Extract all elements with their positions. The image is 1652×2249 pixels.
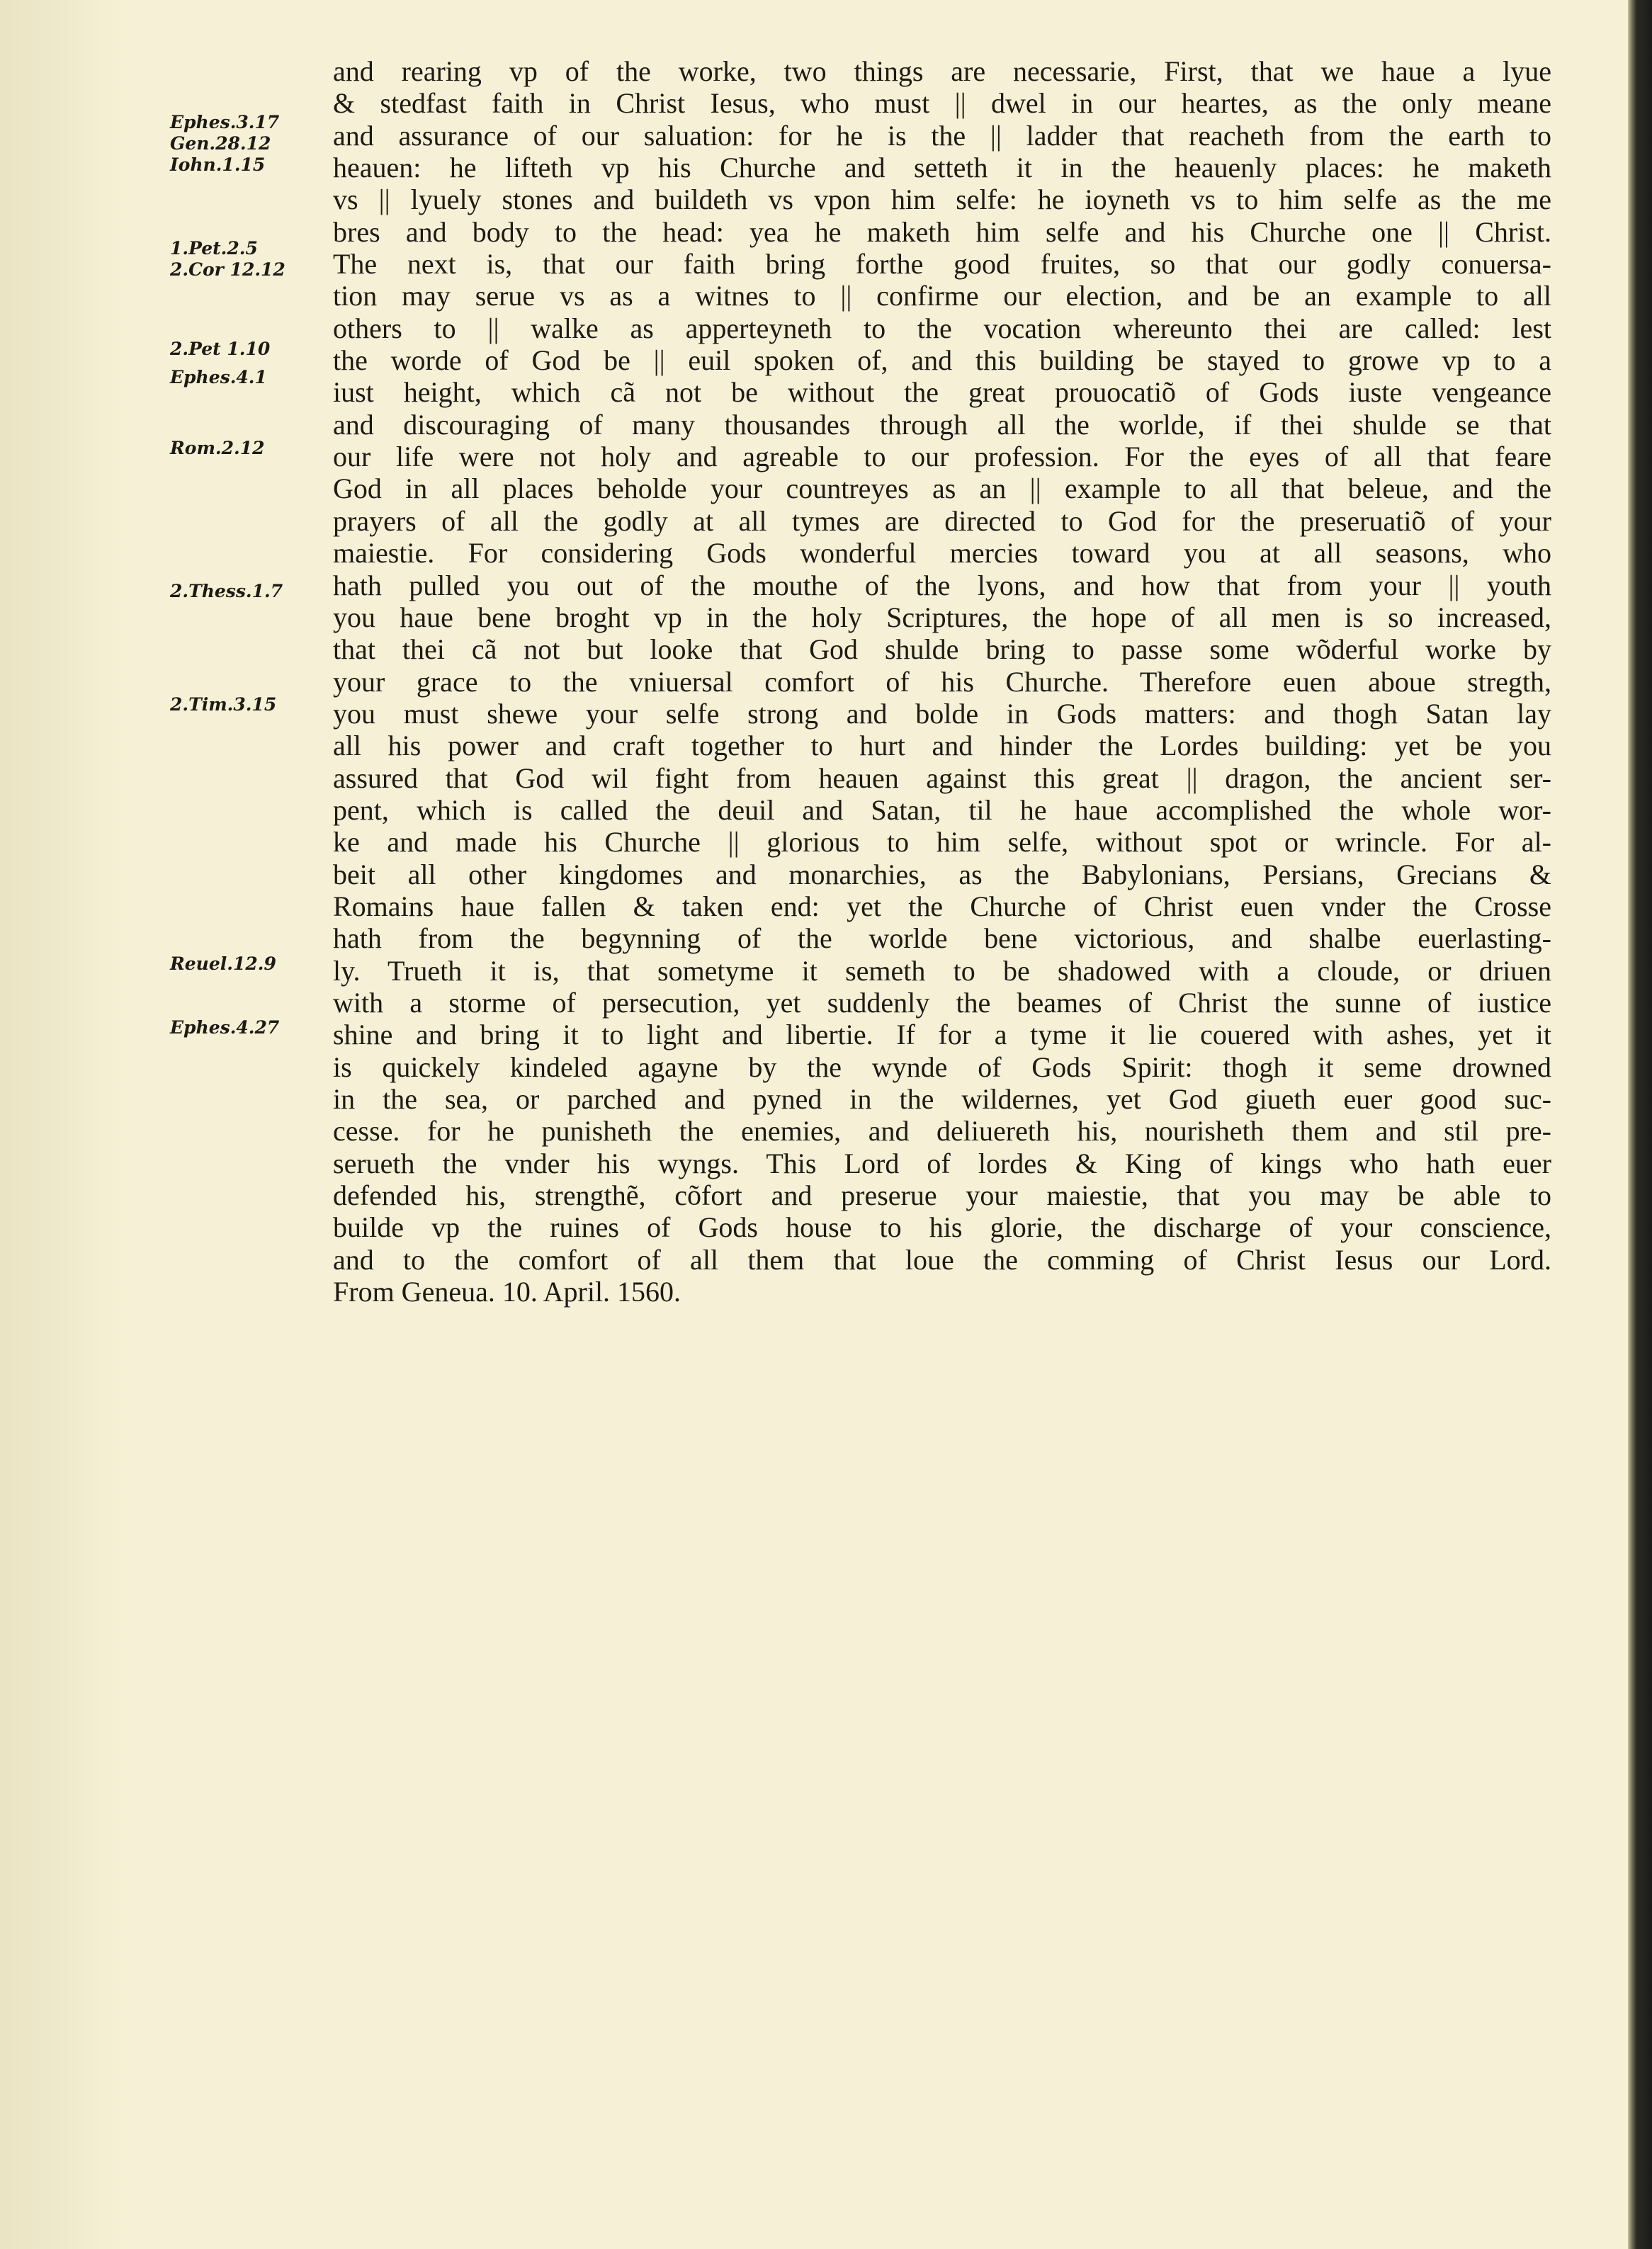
text-line: serueth the vnder his wyngs. This Lord of lordes & King of kings who hath euer (333, 1147, 1551, 1179)
text-line: maiestie. For considering Gods wonderful mercies toward you at all seasons, who (333, 537, 1551, 570)
text-line: and assurance of our saluation: for he is the || ladder that reacheth from the earth to (333, 119, 1551, 152)
text-line: assured that God wil fight from heauen against this great || dragon, the ancient ser- (333, 761, 1551, 794)
margin-note: Reuel.12.9 (170, 953, 276, 974)
text-line: Romains haue fallen & taken end: yet the Churche of Christ euen vnder the Crosse (333, 890, 1551, 922)
text-line: that thei cã not but looke that God shulde bring to passe some wõderful worke by (333, 633, 1551, 666)
text-line: vs || lyuely stones and buildeth vs vpon him selfe: he ioyneth vs to him selfe as the me (333, 183, 1551, 216)
text-line: ke and made his Churche || glorious to him selfe, without spot or wrincle. For al- (333, 826, 1551, 859)
text-line: your grace to the vniuersal comfort of his Churche. Therefore euen aboue stregth, (333, 665, 1551, 698)
margin-note: 2.Tim.3.15 (170, 694, 277, 715)
text-line: pent, which is called the deuil and Satan, til he haue accomplished the whole wor- (333, 793, 1551, 826)
text-line: heauen: he lifteth vp his Churche and setteth it in the heauenly places: he maketh (333, 152, 1551, 184)
margin-note: 2.Pet 1.10 (170, 339, 271, 359)
text-line: hath from the begynning of the worlde bene victorious, and shalbe euerlasting- (333, 922, 1551, 955)
text-line: you haue bene broght vp in the holy Scriptures, the hope of all men is so increased, (333, 601, 1551, 633)
book-edge (1628, 0, 1652, 2249)
margin-note: Rom.2.12 (170, 438, 265, 458)
text-line: you must shewe your selfe strong and bolde in Gods matters: and thogh Satan lay (333, 697, 1551, 730)
text-line: our life were not holy and agreable to our profession. For the eyes of all that feare (333, 441, 1551, 473)
text-line: From Geneua. 10. April. 1560. (333, 1276, 681, 1308)
text-line: hath pulled you out of the mouthe of the lyons, and how that from your || youth (333, 569, 1551, 601)
text-line: defended his, strengthẽ, cõfort and preserue your maiestie, that you may be able to (333, 1179, 1551, 1212)
text-line: prayers of all the godly at all tymes are directed to God for the preseruatiõ of your (333, 504, 1551, 537)
text-line: beit all other kingdomes and monarchies, as the Babylonians, Persians, Grecians & (333, 858, 1551, 890)
text-line: and rearing vp of the worke, two things are necessarie, First, that we haue a lyue (333, 55, 1551, 87)
margin-note: Ephes.4.1 (170, 367, 267, 387)
text-line: iust height, which cã not be without the great prouocatiõ of Gods iuste vengeance (333, 376, 1551, 409)
text-line: God in all places beholde your countreyes as an || example to all that beleue, and the (333, 472, 1551, 505)
text-line: & stedfast faith in Christ Iesus, who must || dwel in our heartes, as the only meane (333, 87, 1551, 120)
text-line: ly. Trueth it is, that sometyme it semeth to be shadowed with a cloude, or driuen (333, 954, 1551, 987)
margin-note: Iohn.1.15 (170, 154, 266, 175)
text-line: in the sea, or parched and pyned in the wildernes, yet God giueth euer good suc- (333, 1083, 1551, 1115)
main-text (333, 55, 1551, 1308)
text-line: with a storme of persecution, yet suddenly the beames of Christ the sunne of iustice (333, 986, 1551, 1019)
margin-note: Ephes.3.17 (170, 112, 280, 132)
text-line: bres and body to the head: yea he maketh him selfe and his Churche one || Christ. (333, 215, 1551, 248)
margin-note: Gen.28.12 (170, 133, 271, 154)
text-line: builde vp the ruines of Gods house to his glorie, the discharge of your conscience, (333, 1211, 1551, 1244)
text-line: is quickely kindeled agayne by the wynde of Gods Spirit: thogh it seme drowned (333, 1050, 1551, 1083)
text-line: shine and bring it to light and libertie. If for a tyme it lie couered with ashes, yet it (333, 1019, 1551, 1051)
text-line: and discouraging of many thousandes through all the worlde, if thei shulde se that (333, 408, 1551, 441)
text-line: the worde of God be || euil spoken of, and this building be stayed to growe vp to a (333, 344, 1551, 377)
margin-note: 1.Pet.2.5 (170, 238, 258, 259)
text-line: tion may serue vs as a witnes to || confirme our election, and be an example to all (333, 280, 1551, 312)
text-line: others to || walke as apperteyneth to the vocation whereunto thei are called: lest (333, 312, 1551, 344)
margin-note: 2.Thess.1.7 (170, 581, 283, 601)
text-line: The next is, that our faith bring forthe good fruites, so that our godly conuersa- (333, 248, 1551, 281)
margin-note: Ephes.4.27 (170, 1017, 280, 1038)
margin-notes (0, 0, 326, 2249)
margin-note: 2.Cor 12.12 (170, 259, 285, 280)
text-line: and to the comfort of all them that loue the comming of Christ Iesus our Lord. (333, 1243, 1551, 1276)
text-line: all his power and craft together to hurt and hinder the Lordes building: yet be you (333, 730, 1551, 762)
text-line: cesse. for he punisheth the enemies, and deliuereth his, nourisheth them and stil pre- (333, 1115, 1551, 1148)
